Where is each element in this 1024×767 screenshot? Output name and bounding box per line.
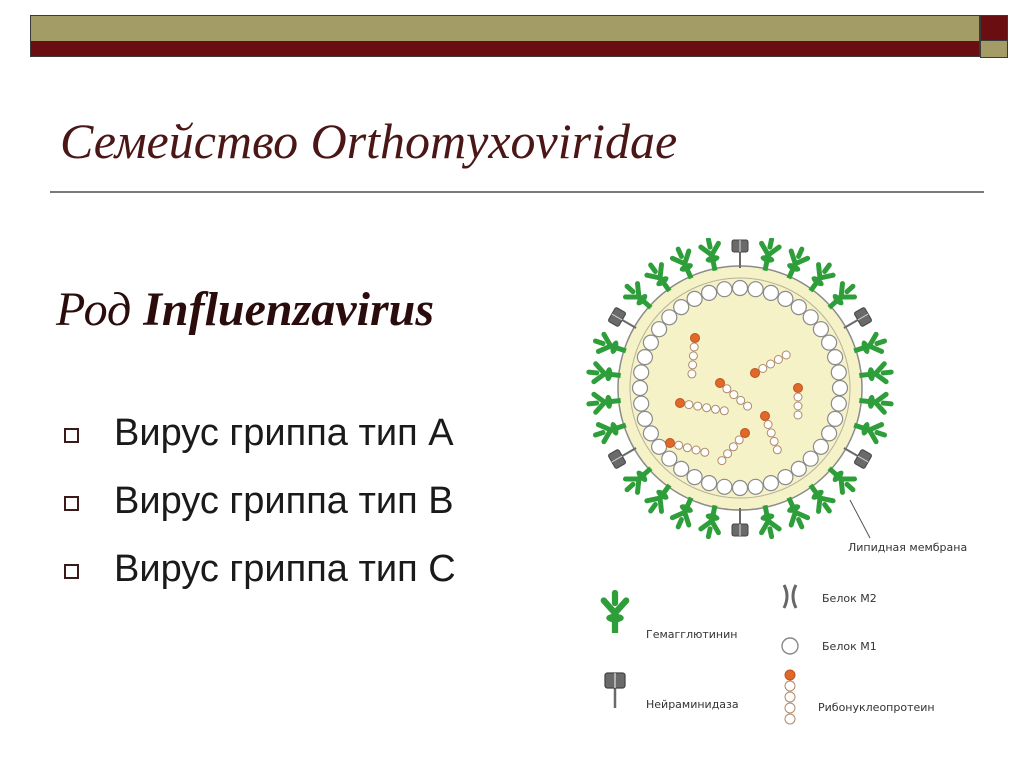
header-bar: [30, 15, 980, 57]
genus-name: Influenzavirus: [143, 283, 434, 336]
m1-protein: [717, 282, 732, 297]
slide-title: Семейство Orthomyxoviridae: [60, 113, 678, 169]
header-bar-maroon: [31, 41, 979, 56]
m1-protein: [702, 285, 717, 300]
m1-protein: [833, 381, 848, 396]
m1-protein: [662, 451, 677, 466]
m1-protein: [652, 322, 667, 337]
legend-m2-label: Белок М2: [822, 592, 877, 605]
header-corner-maroon: [980, 15, 1008, 41]
m1-protein: [813, 322, 828, 337]
m1-protein: [763, 476, 778, 491]
membrane-label: Липидная мембрана: [848, 541, 968, 554]
neuraminidase-spike: [732, 240, 748, 268]
header-bar-olive: [31, 16, 979, 41]
m1-protein: [748, 282, 763, 297]
m1-protein: [674, 300, 689, 315]
m1-protein: [643, 335, 658, 350]
m1-protein: [813, 439, 828, 454]
hemagglutinin-spike: [588, 363, 622, 384]
hemagglutinin-spike: [858, 392, 892, 413]
square-bullet-icon: [64, 496, 79, 511]
m1-protein: [822, 426, 837, 441]
legend-hemagglutinin-label: Гемагглютинин: [646, 628, 738, 641]
hemagglutinin-spike: [858, 363, 892, 384]
m1-protein: [687, 291, 702, 306]
m1-protein: [702, 476, 717, 491]
m1-protein: [822, 335, 837, 350]
virion-envelope: [618, 266, 862, 510]
m1-protein: [733, 481, 748, 496]
header-corner-olive: [980, 40, 1008, 58]
m1-protein: [662, 310, 677, 325]
m1-protein: [637, 411, 652, 426]
m1-protein: [778, 291, 793, 306]
m1-protein: [634, 365, 649, 380]
legend-neuraminidase-label: Нейраминидаза: [646, 698, 739, 711]
m1-protein: [652, 439, 667, 454]
m1-protein-legend-icon: [782, 638, 798, 654]
m1-protein: [643, 426, 658, 441]
neuraminidase-spike: [732, 508, 748, 536]
m1-protein: [803, 310, 818, 325]
list-item-text: Вирус гриппа тип С: [114, 548, 456, 590]
list-item-text: Вирус гриппа тип В: [114, 480, 454, 522]
list-item-text: Вирус гриппа тип А: [114, 412, 454, 454]
genus-prefix: Род: [56, 283, 132, 336]
rnp-legend-icon: [785, 670, 795, 724]
membrane-pointer-line: [850, 500, 870, 538]
title-divider: [50, 191, 984, 193]
m1-protein: [637, 350, 652, 365]
m1-protein: [778, 470, 793, 485]
m1-protein: [674, 461, 689, 476]
m1-protein: [828, 411, 843, 426]
m1-protein: [748, 479, 763, 494]
hemagglutinin-spike: [588, 392, 622, 413]
legend-m1-label: Белок М1: [822, 640, 877, 653]
influenza-virion-diagram: [570, 238, 1010, 738]
m1-protein: [831, 365, 846, 380]
m1-protein: [791, 300, 806, 315]
neuraminidase-legend-icon: [605, 673, 625, 708]
m1-protein: [733, 281, 748, 296]
square-bullet-icon: [64, 428, 79, 443]
genus-heading: [56, 282, 434, 337]
m1-protein: [633, 381, 648, 396]
m1-protein: [687, 470, 702, 485]
square-bullet-icon: [64, 564, 79, 579]
m1-protein: [763, 285, 778, 300]
m1-protein: [634, 396, 649, 411]
hemagglutinin-legend-icon: [604, 593, 627, 633]
m1-protein: [831, 396, 846, 411]
m2-protein-legend-icon: [784, 585, 796, 608]
legend-rnp-label: Рибонуклеопротеин: [818, 701, 935, 714]
m1-protein: [803, 451, 818, 466]
m1-protein: [791, 461, 806, 476]
m1-protein: [828, 350, 843, 365]
m1-protein: [717, 479, 732, 494]
